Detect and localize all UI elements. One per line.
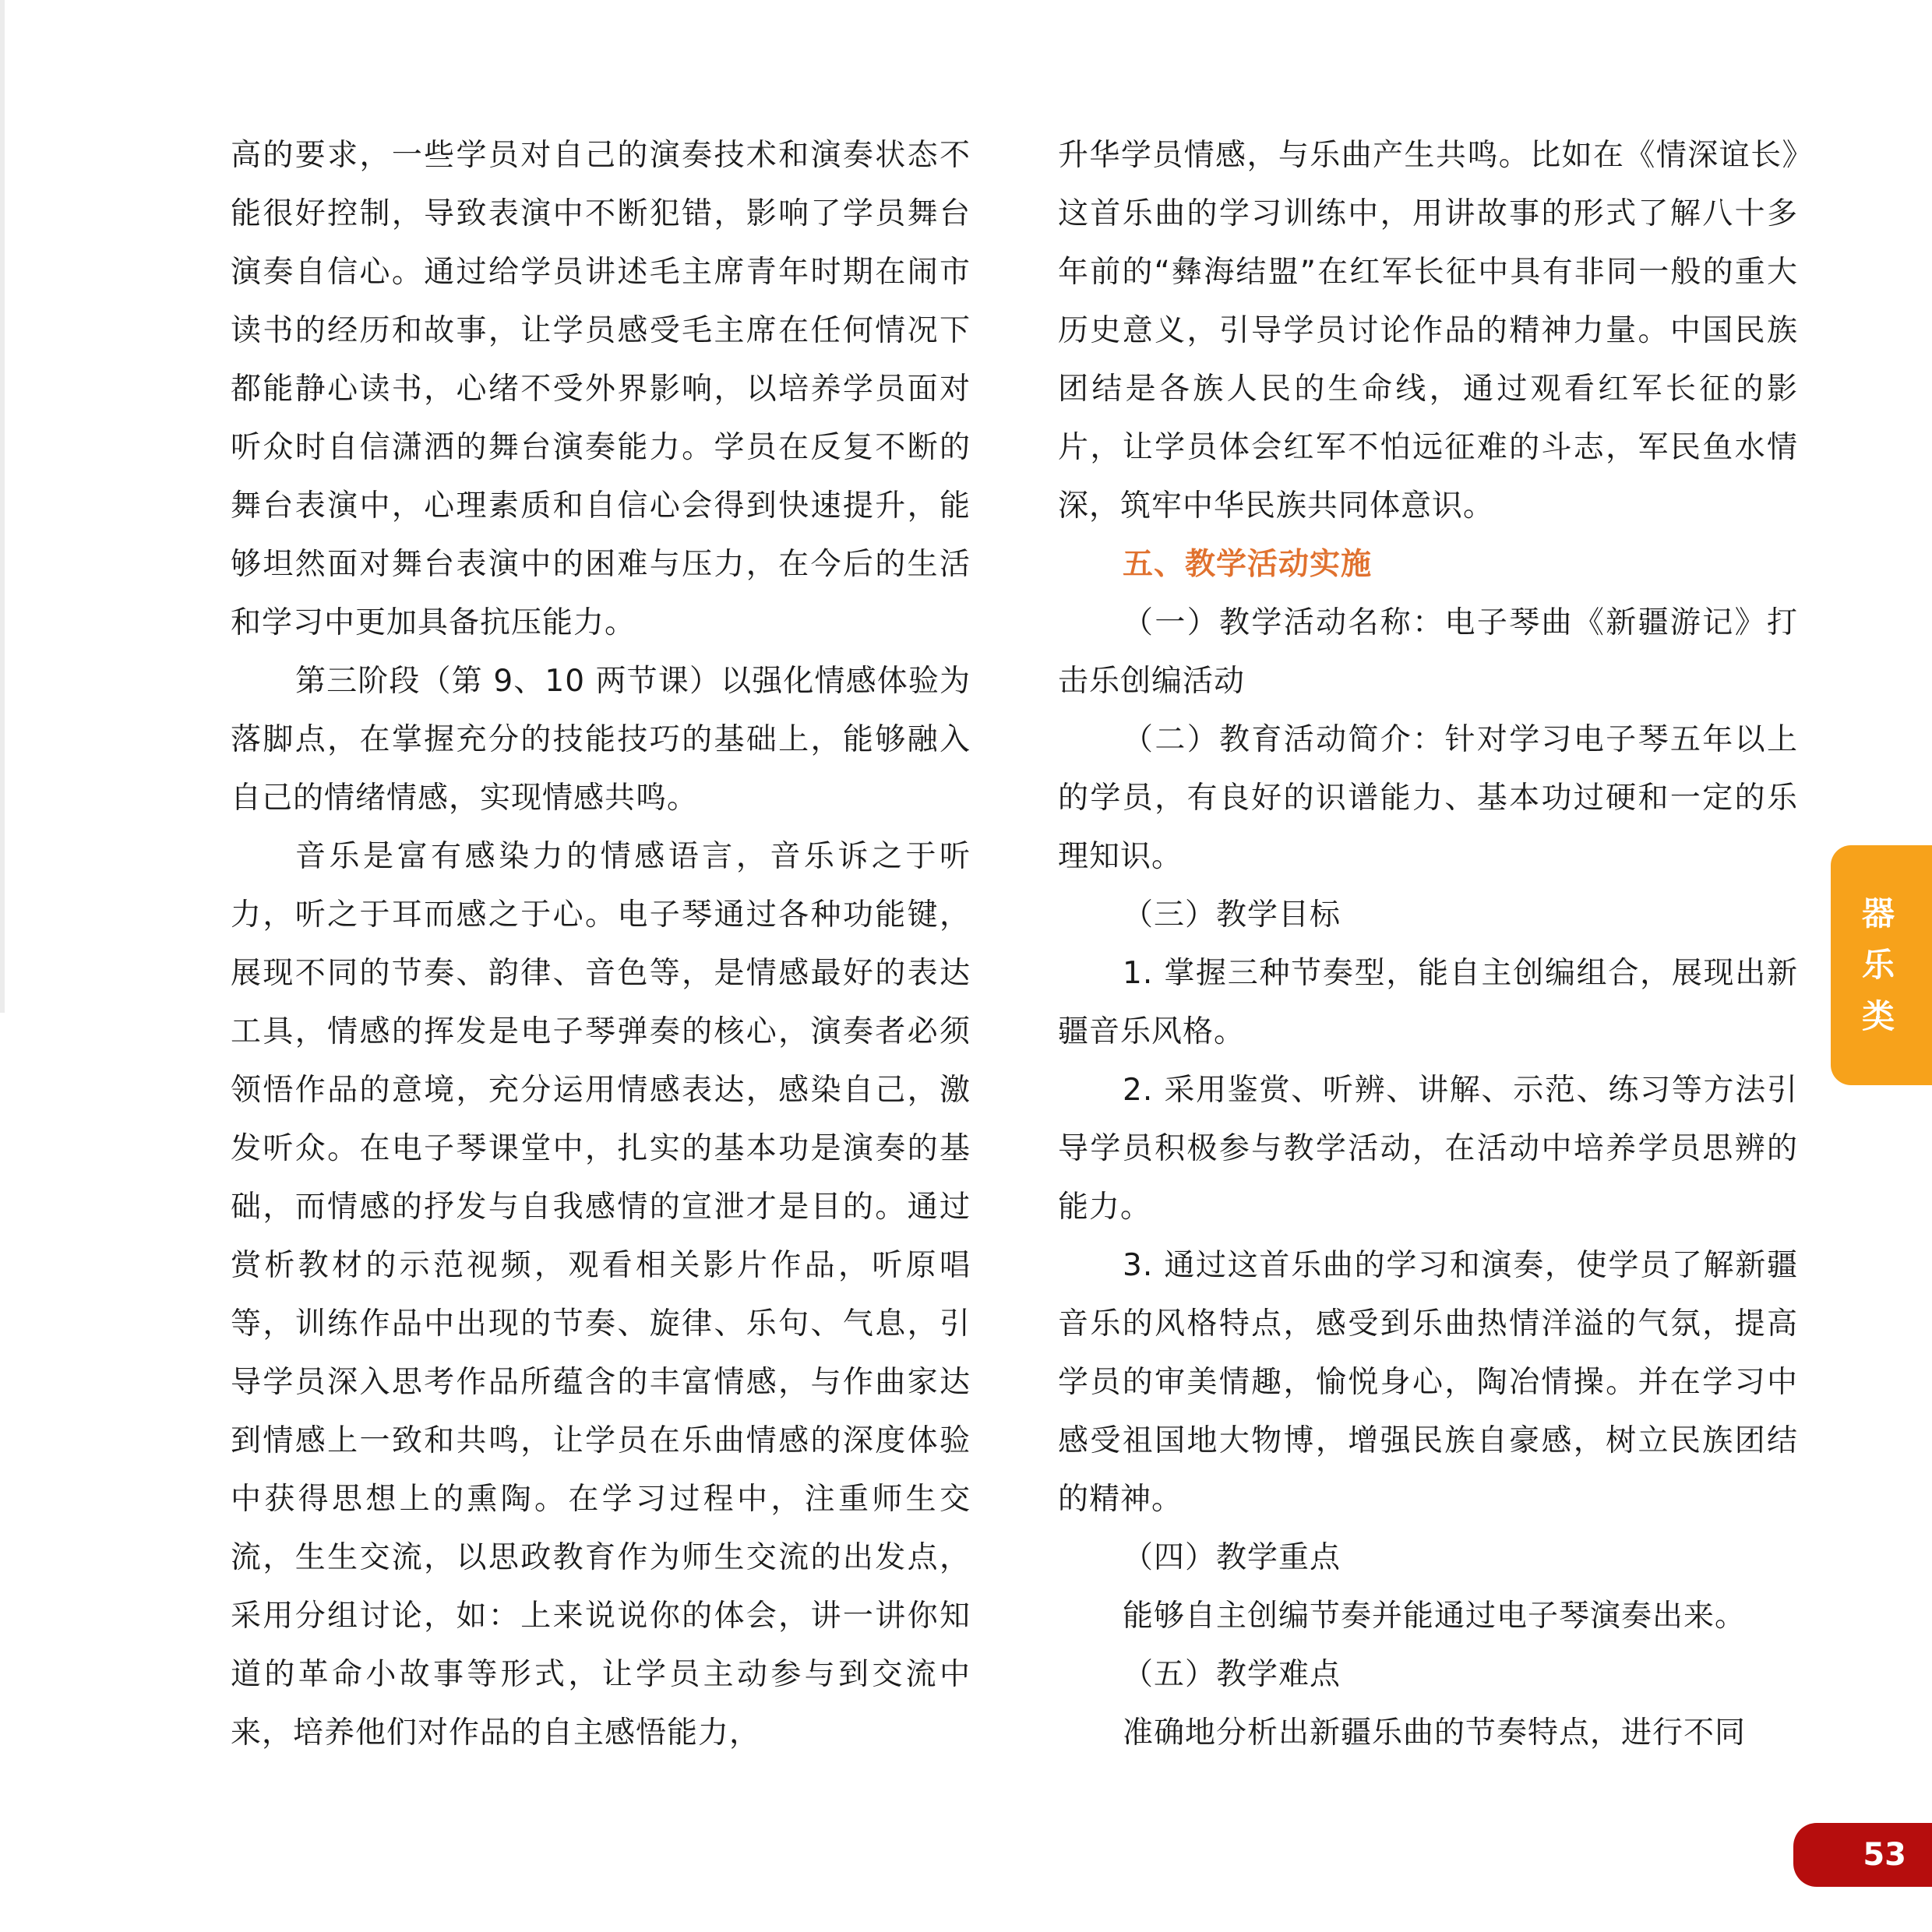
- left-paragraph-2: 第三阶段（第 9、10 两节课）以强化情感体验为落脚点，在掌握充分的技能技巧的基础上，能够融入自己的情绪情感，实现情感共鸣。: [231, 664, 971, 816]
- side-tab-char-2: 乐: [1861, 946, 1895, 984]
- right-goal-1: 1. 掌握三种节奏型，能自主创编组合，展现出新疆音乐风格。: [1058, 956, 1798, 1049]
- left-paragraph-1: 高的要求，一些学员对自己的演奏技术和演奏状态不能很好控制，导致表演中不断犯错，影响了学员舞台演奏自信心。通过给学员讲述毛主席青年时期在闹市读书的经历和故事，让学员感受毛主席在任何情况下都能静心读书，心绪不受外界影响，以培养学员面对听众时自信潇洒的舞台演奏能力。学员在反复不断的舞台表演中，心理素质和自信心会得到快速提升，能够坦然面对舞台表演中的困难与压力，在今后的生活和学习中更加具备抗压能力。: [231, 138, 971, 640]
- section-side-tab: [1831, 845, 1932, 1085]
- right-key-point-text: 能够自主创编节奏并能通过电子琴演奏出来。: [1123, 1599, 1747, 1634]
- page-edge-line: [0, 0, 5, 1013]
- right-paragraph-activity-intro: （二）教育活动简介：针对学习电子琴五年以上的学员，有良好的识谱能力、基本功过硬和一定的乐理知识。: [1058, 722, 1798, 874]
- right-goal-3: 3. 通过这首乐曲的学习和演奏，使学员了解新疆音乐的风格特点，感受到乐曲热情洋溢的气氛，提高学员的审美情趣，愉悦身心，陶冶情操。并在学习中感受祖国地大物博，增强民族自豪感，树立民族团结的精神。: [1058, 1248, 1798, 1517]
- left-column: [231, 126, 971, 1762]
- left-paragraph-3: 音乐是富有感染力的情感语言，音乐诉之于听力，听之于耳而感之于心。电子琴通过各种功能键，展现不同的节奏、韵律、音色等，是情感最好的表达工具，情感的挥发是电子琴弹奏的核心，演奏者必须领悟作品的意境，充分运用情感表达，感染自己，激发听众。在电子琴课堂中，扎实的基本功是演奏的基础，而情感的抒发与自我感情的宣泄才是目的。通过赏析教材的示范视频，观看相关影片作品，听原唱等，训练作品中出现的节奏、旋律、乐句、气息，引导学员深入思考作品所蕴含的丰富情感，与作曲家达到情感上一致和共鸣，让学员在乐曲情感的深度体验中获得思想上的熏陶。在学习过程中，注重师生交流，生生交流，以思政教育作为师生交流的出发点，采用分组讨论，如：上来说说你的体会，讲一讲你知道的革命小故事等形式，让学员主动参与到交流中来，培养他们对作品的自主感悟能力，: [231, 839, 971, 1750]
- right-goal-2: 2. 采用鉴赏、听辨、讲解、示范、练习等方法引导学员积极参与教学活动，在活动中培养学员思辨的能力。: [1058, 1073, 1798, 1225]
- page-number-badge: [1793, 1823, 1932, 1887]
- section-heading: 五、教学活动实施: [1123, 547, 1373, 582]
- right-difficulty-text: 准确地分析出新疆乐曲的节奏特点，进行不同: [1123, 1715, 1747, 1750]
- right-subheading-goals: （三）教学目标: [1123, 897, 1341, 933]
- right-column: [1058, 126, 1798, 1762]
- side-tab-char-3: 类: [1861, 997, 1895, 1035]
- page-number: 53: [1863, 1837, 1906, 1873]
- right-subheading-difficulties: （五）教学难点: [1123, 1657, 1341, 1692]
- right-paragraph-activity-name: （一）教学活动名称：电子琴曲《新疆游记》打击乐创编活动: [1058, 605, 1798, 699]
- right-paragraph-1: 升华学员情感，与乐曲产生共鸣。比如在《情深谊长》这首乐曲的学习训练中，用讲故事的形式了解八十多年前的“彝海结盟”在红军长征中具有非同一般的重大历史意义，引导学员讨论作品的精神力量。中国民族团结是各族人民的生命线，通过观看红军长征的影片，让学员体会红军不怕远征难的斗志，军民鱼水情深，筑牢中华民族共同体意识。: [1058, 138, 1798, 524]
- right-subheading-key-points: （四）教学重点: [1123, 1540, 1341, 1575]
- side-tab-char-1: 器: [1861, 894, 1895, 933]
